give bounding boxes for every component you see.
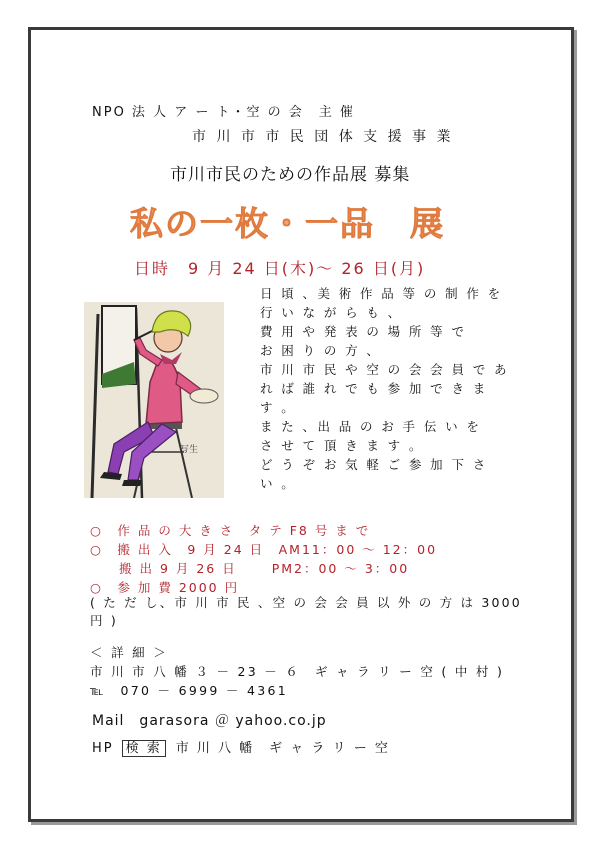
- description-line: い 。: [260, 476, 297, 491]
- event-description: [260, 284, 509, 493]
- description-line: ま た 、出 品 の お 手 伝 い を: [260, 419, 482, 434]
- description-line: 費 用 や 発 表 の 場 所 等 で: [260, 324, 467, 339]
- event-title: 私の一枚・一品 展: [130, 204, 445, 243]
- event-subtitle: 市川市民のための作品展 募集: [170, 165, 411, 185]
- detail-dropoff: ○ 搬 出 入 9 月 24 日 AM11：00 ～ 12：00: [90, 542, 438, 557]
- illustration-caption: 写生: [180, 445, 199, 455]
- painter-drawing: [84, 302, 224, 498]
- contact-block: [90, 643, 504, 700]
- description-line: 日 頃 、美 術 作 品 等 の 制 作 を: [260, 286, 503, 301]
- search-term: 市 川 八 幡 ギ ャ ラ リ ー 空: [175, 741, 390, 756]
- contact-heading: ＜ 詳 細 ＞: [90, 645, 169, 660]
- description-line: お 困 り の 方 、: [260, 343, 382, 358]
- description-line: 市 川 市 民 や 空 の 会 会 員 で あ: [260, 362, 509, 377]
- description-line: れ ば 誰 れ で も 参 加 で き ま: [260, 381, 488, 396]
- search-box-label: 検 索: [122, 740, 166, 757]
- event-details: [90, 521, 437, 597]
- organizer-text: NPO 法 人 ア ー ト・空 の 会 主 催: [92, 105, 355, 120]
- description-line: す 。: [260, 400, 297, 415]
- detail-fee: ○ 参 加 費 2000 円: [90, 580, 240, 595]
- fee-note: ( た だ し、市 川 市 民 、空 の 会 会 員 以 外 の 方 は 3000 円 ): [90, 595, 522, 628]
- contact-email: Mail garasora ＠ yahoo.co.jp: [92, 713, 327, 729]
- description-line: さ せ て 頂 き ま す 。: [260, 438, 424, 453]
- contact-phone: ℡ 070 － 6999 － 4361: [90, 683, 289, 698]
- description-line: 行 い な が ら も 、: [260, 305, 403, 320]
- description-line: ど う ぞ お 気 軽 ご 参 加 下 さ: [260, 457, 488, 472]
- event-date: 日時 9 月 24 日(木)～ 26 日(月): [134, 259, 426, 278]
- contact-address: 市 川 市 八 幡 ３ － 23 － ６ ギ ャ ラ リ ー 空 ( 中 村 ): [90, 664, 505, 679]
- detail-pickup: 搬 出 9 月 26 日 PM2：00 ～ 3：00: [90, 561, 410, 576]
- detail-size: ○ 作 品 の 大 き さ タ テ F8 号 ま で: [90, 523, 371, 538]
- painter-illustration: [84, 302, 224, 498]
- hp-label: HP: [92, 741, 114, 756]
- homepage-line: [92, 737, 390, 756]
- support-text: 市 川 市 市 民 団 体 支 援 事 業: [192, 129, 454, 145]
